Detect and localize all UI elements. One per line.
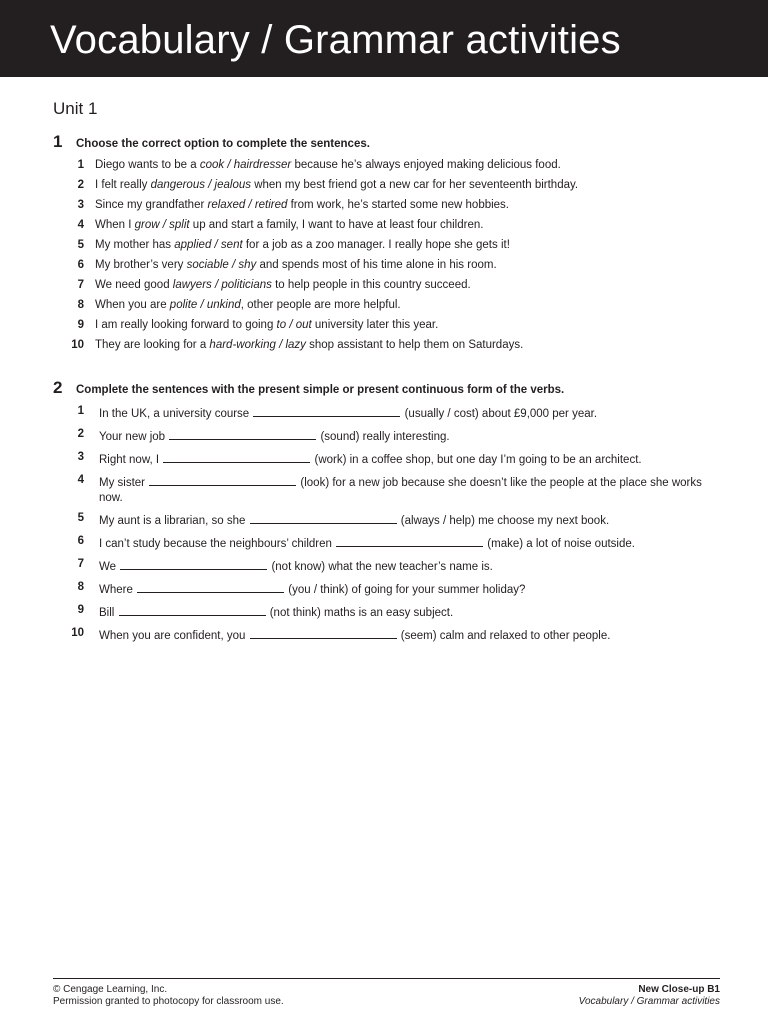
sentence-text: (work) in a coffee shop, but one day I’m going to be an architect. [311,454,642,466]
item-number: 4 [77,219,84,231]
sentence-text: I felt really [95,179,151,191]
sentence-text: My mother has [95,239,175,251]
item-number: 1 [77,159,84,171]
option-text: sociable / shy [186,259,257,271]
sentence-text: My brother’s very [95,259,187,271]
unit-title: Unit 1 [53,99,98,118]
item-text [84,238,723,253]
item-text [84,178,723,193]
sentence-text: from work, he’s started some new hobbies. [287,199,510,211]
item-number: 6 [77,259,84,271]
sentence-text: (usually / cost) about £9,000 per year. [401,408,598,420]
answer-blank[interactable] [163,450,310,463]
list-item [53,198,723,213]
item-number: 6 [77,535,84,547]
answer-blank[interactable] [336,534,483,547]
sentence-text: (not know) what the new teacher’s name is. [268,561,493,573]
item-text [84,511,723,529]
item-number: 8 [77,581,84,593]
list-item [53,278,723,293]
sentence-text: We [99,561,120,573]
answer-blank[interactable] [119,603,266,616]
list-item [53,580,723,598]
list-item [53,238,723,253]
item-text [84,626,723,644]
sentence-text: When I [95,219,135,231]
item-number: 7 [77,558,84,570]
sentence-text: They are looking for a [95,339,210,351]
sentence-text: when my best friend got a new car for her seventeenth birthday. [251,179,579,191]
sentence-text: Since my grandfather [95,199,208,211]
option-text: cook / hairdresser [199,159,292,171]
list-item [53,511,723,529]
item-text [84,404,723,422]
option-text: polite / unkind [169,299,241,311]
answer-blank[interactable] [250,626,397,639]
sentence-text: , other people are more helpful. [240,299,401,311]
sentence-text: Right now, I [99,454,163,466]
sentence-text: (you / think) of going for your summer holiday? [285,584,526,596]
sentence-text: shop assistant to help them on Saturdays. [305,339,524,351]
sentence-text: My aunt is a librarian, so she [99,515,249,527]
item-text [84,557,723,575]
item-text [84,198,723,213]
item-text [84,534,723,552]
list-item [53,158,723,173]
option-text: dangerous / jealous [150,179,251,191]
item-text [84,218,723,233]
list-item [53,404,723,422]
sentence-text: (not think) maths is an easy subject. [266,607,454,619]
item-text [84,278,723,293]
list-item [53,338,723,353]
footer-left [53,984,284,1008]
item-text [84,318,723,333]
footer-divider [53,978,720,979]
item-number: 8 [77,299,84,311]
item-text [84,603,723,621]
exercise-2 [53,378,723,649]
option-text: relaxed / retired [207,199,288,211]
item-number: 9 [77,604,84,616]
exercise-number: 2 [53,378,63,397]
answer-blank[interactable] [250,511,397,524]
sentence-text: We need good [95,279,173,291]
item-number: 9 [77,319,84,331]
item-text [84,338,723,353]
item-number: 10 [71,339,84,351]
sentence-text: Where [99,584,137,596]
exercise-number: 1 [53,132,63,151]
page-banner [0,0,768,77]
sentence-text: When you are [95,299,170,311]
list-item [53,427,723,445]
sentence-text: to help people in this country succeed. [271,279,471,291]
footer-right [579,984,720,1008]
exercise-items [53,158,723,353]
product-subtitle: Vocabulary / Grammar activities [578,996,720,1007]
item-text [84,580,723,598]
item-number: 5 [77,239,84,251]
answer-blank[interactable] [149,473,296,486]
list-item [53,298,723,313]
sentence-text: I can’t study because the neighbours’ children [99,538,336,550]
option-text: grow / split [134,219,190,231]
item-number: 2 [77,179,84,191]
exercise-header [53,378,723,398]
product-name: New Close-up B1 [638,984,720,995]
exercise-items [53,404,723,644]
answer-blank[interactable] [169,427,316,440]
sentence-text: My sister [99,477,149,489]
sentence-text: (sound) really interesting. [317,431,450,443]
item-number: 4 [77,474,84,486]
item-number: 10 [71,627,84,639]
exercise-instruction: Complete the sentences with the present simple or present continuous form of the verbs. [76,384,565,396]
item-text [84,258,723,273]
sentence-text: Diego wants to be a [95,159,200,171]
sentence-text: (look) for a new job because she doesn’t like the people at the place she works now. [99,477,702,504]
sentence-text: When you are confident, you [99,630,249,642]
list-item [53,603,723,621]
item-number: 3 [77,451,84,463]
answer-blank[interactable] [253,404,400,417]
item-text [84,473,723,506]
list-item [53,178,723,193]
sentence-text: up and start a family, I want to have at least four children. [189,219,484,231]
sentence-text: In the UK, a university course [99,408,253,420]
answer-blank[interactable] [137,580,284,593]
sentence-text: (always / help) me choose my next book. [397,515,610,527]
exercise-instruction: Choose the correct option to complete the sentences. [76,138,370,150]
page-title: Vocabulary / Grammar activities [50,18,621,62]
list-item [53,473,723,506]
exercise-1 [53,132,723,358]
list-item [53,218,723,233]
list-item [53,626,723,644]
item-number: 1 [77,405,84,417]
list-item [53,557,723,575]
exercise-header [53,132,723,152]
option-text: to / out [276,319,312,331]
sentence-text: Your new job [99,431,169,443]
sentence-text: I am really looking forward to going [95,319,277,331]
option-text: applied / sent [174,239,243,251]
permission-text: Permission granted to photocopy for classroom use. [53,996,284,1007]
item-text [84,158,723,173]
sentence-text: Bill [99,607,118,619]
sentence-text: because he’s always enjoyed making delicious food. [291,159,561,171]
list-item [53,318,723,333]
item-number: 3 [77,199,84,211]
item-text [84,427,723,445]
answer-blank[interactable] [120,557,267,570]
sentence-text: university later this year. [311,319,439,331]
sentence-text: for a job as a zoo manager. I really hope she gets it! [242,239,510,251]
option-text: lawyers / politicians [172,279,272,291]
item-number: 2 [77,428,84,440]
item-text [84,450,723,468]
list-item [53,450,723,468]
copyright-text: © Cengage Learning, Inc. [53,984,168,995]
item-text [84,298,723,313]
item-number: 7 [77,279,84,291]
option-text: hard-working / lazy [209,339,306,351]
list-item [53,258,723,273]
item-number: 5 [77,512,84,524]
sentence-text: (make) a lot of noise outside. [484,538,635,550]
sentence-text: and spends most of his time alone in his room. [256,259,497,271]
sentence-text: (seem) calm and relaxed to other people. [397,630,611,642]
list-item [53,534,723,552]
